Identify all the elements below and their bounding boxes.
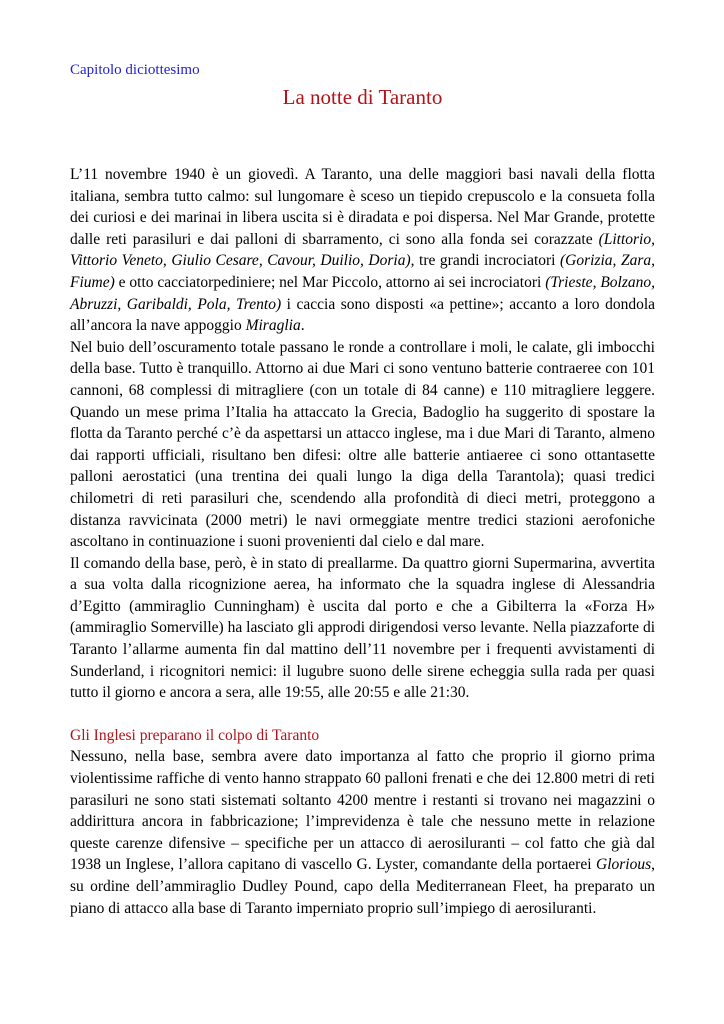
paragraph (70, 553, 655, 704)
document-page (70, 60, 655, 919)
paragraph (70, 164, 655, 337)
text-run: Nel buio dell’oscuramento totale passano le ronde a controllare i moli, le calate, gli imbocchi della base. Tutto è tranquillo. Attorno ai due Mari ci sono ventuno batterie contraeree con 101 cannoni, 68 complessi di mitragliere (con un totale di 84 canne) e 110 mitragliere leggere. Quando un mese prima l’Italia ha attaccato la Grecia, Badoglio ha suggerito di spostare la flotta da Taranto perché c’è da aspettarsi un attacco inglese, ma i due Mari di Taranto, almeno dai rapporti ufficiali, risultano ben difesi: oltre alle batterie antiaeree ci sono ottantasette palloni aerostatici (una trentina dei quali lungo la diga della Tarantola); quasi tredici chilometri di reti parasiluri che, scendendo alla profondità di dieci metri, proteggono a distanza ravvicinata (2000 metri) le navi ormeggiate mentre tredici stazioni aerofoniche ascoltano in continuazione i suoni provenienti dal cielo e dal mare. (70, 338, 655, 551)
section-heading: Gli Inglesi preparano il colpo di Taranto (70, 726, 320, 744)
paragraph (70, 746, 655, 919)
text-run: Il comando della base, però, è in stato di preallarme. Da quattro giorni Supermarina, avvertita a sua volta dalla ricognizione aerea, ha informato che la squadra inglese di Alessandria d’Egitto (ammiraglio Cunningham) è uscita dal porto e che a Gibilterra la «Forza H» (ammiraglio Somerville) ha lasciato gli approdi dirigendosi verso levante. Nella piazzaforte di Taranto l’allarme aumenta fin dal mattino dell’11 novembre per i frequenti avvistamenti di Sunderland, i ricognitori nemici: il lugubre suono delle sirene echeggia sulla rada per quasi tutto il giorno e ancora a sera, alle 19:55, alle 20:55 e alle 21:30. (70, 554, 655, 702)
text-run: . (300, 317, 305, 335)
italic-text: (Littorio, Vittorio Veneto, Giulio Cesare, Cavour, Duilio, Doria), (70, 230, 655, 270)
text-run: i caccia sono disposti «a pettine»; accanto a loro dondola all’ancora la nave appoggio (70, 295, 656, 335)
italic-text: (Trieste, Bolzano, Abruzzi, Garibaldi, Pola, Trento) (70, 273, 656, 313)
body-text (70, 164, 655, 919)
paragraph (70, 337, 655, 553)
text-run: L’11 novembre 1940 è un giovedì. A Taranto, una delle maggiori basi navali della flotta italiana, sembra tutto calmo: sul lungomare è sceso un tiepido crepuscolo e la consueta folla dei curiosi e dei marinai in libera uscita si è diradata e poi dispersa. Nel Mar Grande, protette dalle reti parasiluri e dai palloni di sbarramento, ci sono alla fonda sei corazzate (70, 166, 655, 248)
text-run: e otto cacciatorpediniere; nel Mar Piccolo, attorno ai sei incrociatori (114, 273, 546, 291)
text-run: , su ordine dell’ammiraglio Dudley Pound, capo della Mediterranean Fleet, ha preparato un piano di attacco alla base di Taranto imperniato proprio sull’impiego di aerosiluranti. (70, 856, 655, 917)
italic-text: (Gorizia, Zara, Fiume) (70, 252, 655, 291)
chapter-label: Capitolo diciottesimo (70, 62, 200, 78)
italic-text: Glorious (596, 856, 652, 874)
italic-text: Miraglia (245, 317, 301, 335)
text-run: tre grandi incrociatori (414, 252, 561, 270)
text-run: Nessuno, nella base, sembra avere dato importanza al fatto che proprio il giorno prima violentissime raffiche di vento hanno strappato 60 palloni frenati e che dei 12.800 metri di reti parasiluri ne sono stati sistemati soltanto 4200 mentre i restanti si trovano nei magazzini o addirittura ancora in fabbricazione; l’imprevidenza è tale che nessuno mette in relazione queste carenze difensive – specifiche per un attacco di aerosiluranti – col fatto che già dal 1938 un Inglese, l’allora capitano di vascello G. Lyster, comandante della portaerei (70, 748, 655, 874)
chapter-title: La notte di Taranto (282, 85, 443, 109)
